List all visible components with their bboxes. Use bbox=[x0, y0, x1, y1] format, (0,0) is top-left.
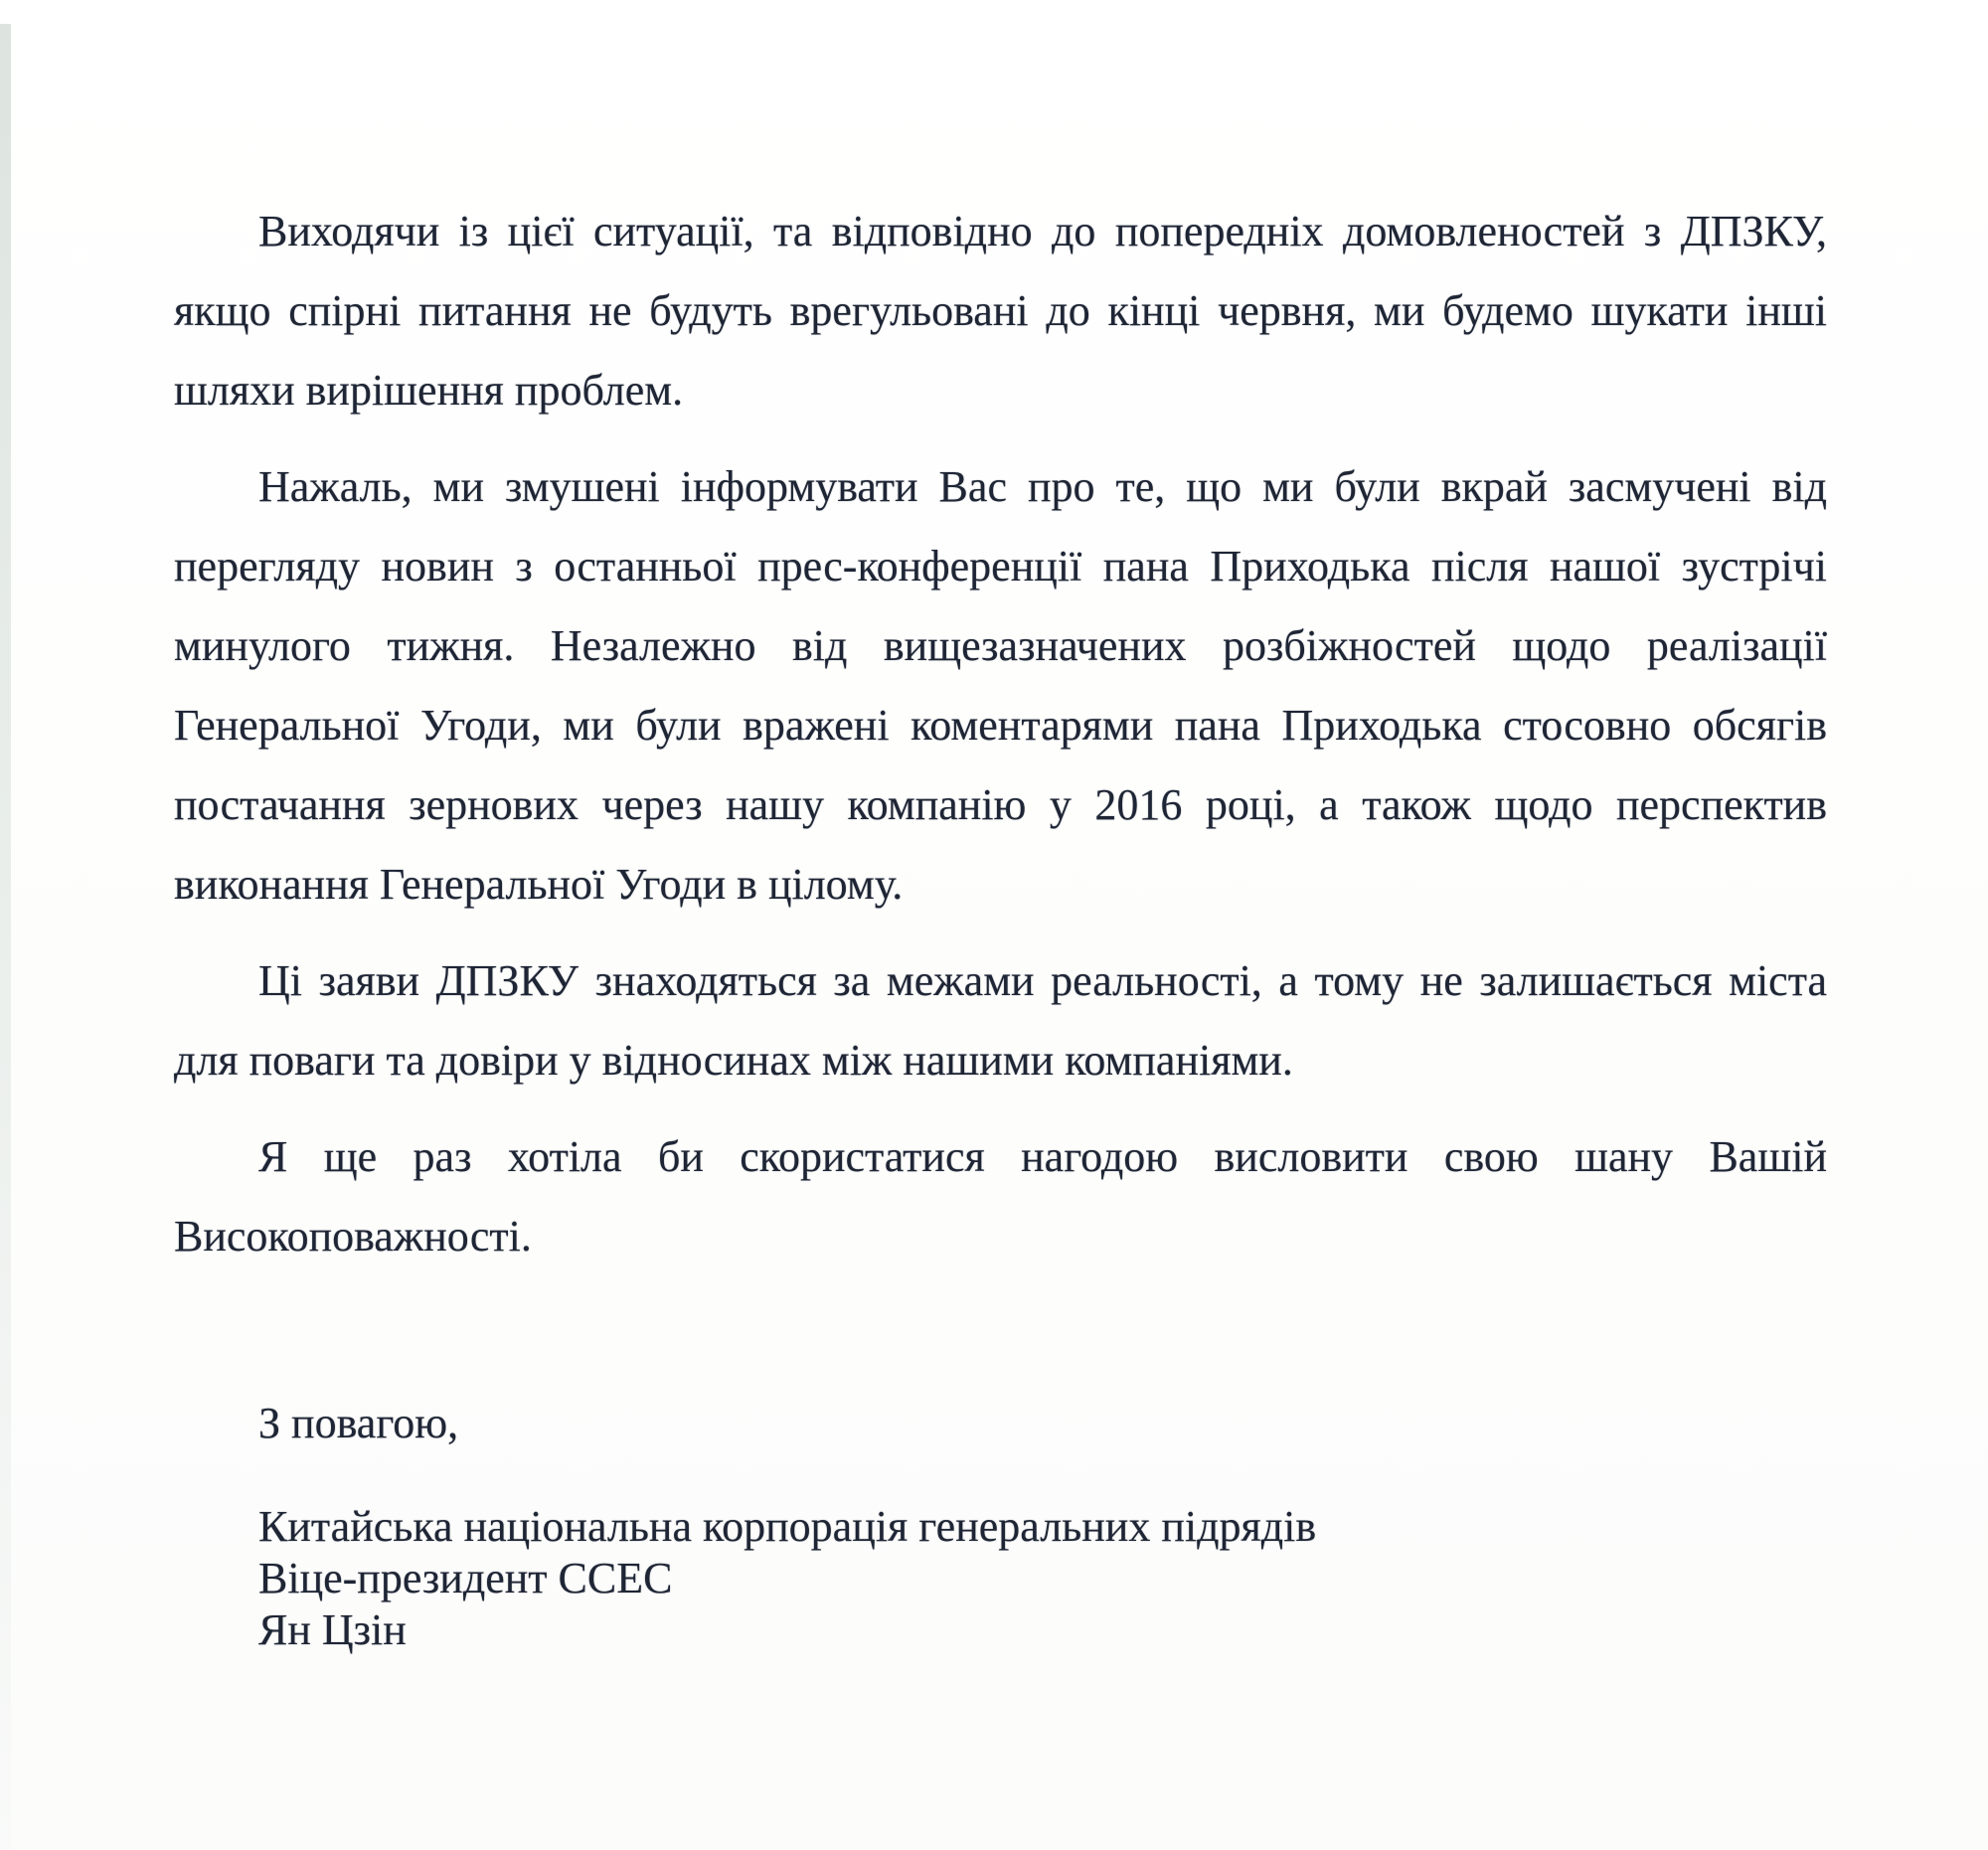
letter-body bbox=[174, 192, 1827, 1656]
signature-title: Віце-президент ССЕС bbox=[258, 1554, 673, 1602]
paragraph-respect: Я ще раз хотіла би скористатися нагодою висловити свою шану Вашій Високоповажності. bbox=[174, 1132, 1827, 1261]
closing-salutation: З повагою, bbox=[258, 1399, 459, 1447]
scan-edge-artifact bbox=[0, 24, 11, 1850]
paragraph-press-conference: Нажаль, ми змушені інформувати Вас про те, що ми були вкрай засмучені від перегляду новин з останньої прес-конференції пана Приходька після нашої зустрічі минулого тижня. Незалежно від вищезазначених розбіжностей щодо реалізації Генеральної Угоди, ми були вражені коментарями пана Приходька стосовно обсягів постачання зернових через нашу компанію у 2016 році, а також щодо перспектив виконання Генеральної Угоди в цілому. bbox=[174, 462, 1827, 909]
paragraph-statements: Ці заяви ДПЗКУ знаходяться за межами реальності, а тому не залишається міста для поваги та довіри у відносинах між нашими компаніями. bbox=[174, 956, 1827, 1085]
signature-name: Ян Цзін bbox=[258, 1605, 407, 1654]
signature-block bbox=[258, 1501, 1827, 1656]
paragraph-situation: Виходячи із цієї ситуації, та відповідно до попередніх домовленостей з ДПЗКУ, якщо спірні питання не будуть врегульовані до кінці червня, ми будемо шукати інші шляхи вирішення проблем. bbox=[174, 207, 1827, 415]
signature-company: Китайська національна корпорація генеральних підрядів bbox=[258, 1502, 1317, 1551]
